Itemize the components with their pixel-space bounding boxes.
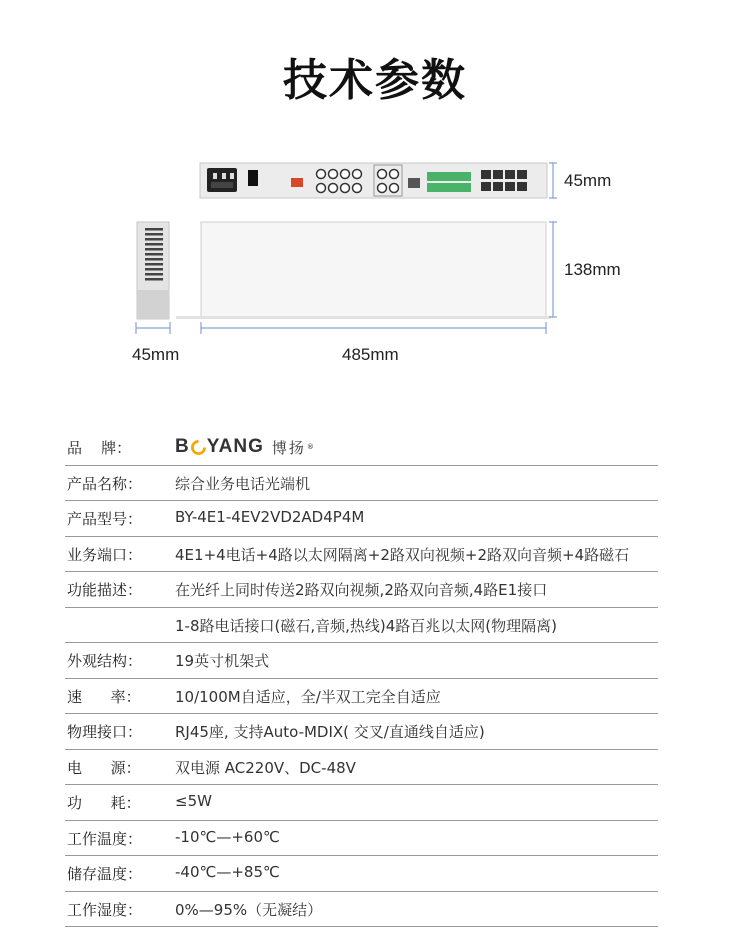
spec-value: RJ45座, 支持Auto-MDIX( 交叉/直通线自适应) <box>175 723 485 741</box>
spec-label: 业务端口： <box>67 545 143 564</box>
spec-label: 外观结构： <box>67 652 143 670</box>
spec-row <box>65 608 658 644</box>
spec-label: 工作温度： <box>67 829 143 848</box>
spec-value: -10℃—+60℃ <box>175 827 280 846</box>
spec-label: 储存温度： <box>67 865 143 883</box>
spec-row <box>65 572 658 608</box>
spec-value: 1-8路电话接口(磁石,音频,热线)4路百兆以太网(物理隔离) <box>175 616 557 635</box>
spec-value: ≤5W <box>175 792 212 810</box>
spec-value: 双电源 AC220V、DC-48V <box>175 758 356 777</box>
spec-row <box>65 466 658 502</box>
dim-front-height: 45mm <box>564 171 612 190</box>
spec-label: 功 耗： <box>67 794 141 812</box>
dim-top-depth: 138mm <box>564 260 621 279</box>
spec-table <box>65 430 658 927</box>
spec-value: -40℃—+85℃ <box>175 863 280 881</box>
spec-value: BY-4E1-4EV2VD2AD4P4M <box>175 508 365 526</box>
spec-value: 4E1+4电话+4路以太网隔离+2路双向视频+2路双向音频+4路磁石 <box>175 545 630 564</box>
spec-row <box>65 750 658 786</box>
spec-label: 速 率： <box>67 687 141 706</box>
spec-value: 在光纤上同时传送2路双向视频,2路双向音频,4路E1接口 <box>175 581 548 599</box>
spec-value: 10/100M自适应，全/半双工完全自适应 <box>175 687 441 706</box>
dim-side-width: 45mm <box>132 345 180 364</box>
page-title: 技术参数 <box>283 55 467 106</box>
spec-row <box>65 537 658 573</box>
spec-row <box>65 643 658 679</box>
spec-label: 物理接口： <box>67 723 143 741</box>
spec-row <box>65 679 658 715</box>
registered-mark: ® <box>306 443 314 451</box>
spec-row <box>65 785 658 821</box>
spec-value: 0%—95%（无凝结） <box>175 900 323 919</box>
spec-row <box>65 821 658 857</box>
spec-label: 产品名称： <box>67 474 143 493</box>
spec-label: 电 源： <box>67 758 141 777</box>
spec-label: 产品型号： <box>67 510 143 528</box>
spec-value: 19英寸机架式 <box>175 652 270 670</box>
brand-cn: 博扬 <box>271 438 306 457</box>
brand-logo-text: B YANG <box>175 436 264 457</box>
side-panel <box>137 222 169 319</box>
front-panel <box>200 163 547 198</box>
spec-value: 综合业务电话光端机 <box>175 474 311 493</box>
spec-label: 品 牌： <box>67 439 132 457</box>
spec-label: 功能描述： <box>67 581 143 599</box>
spec-row <box>65 501 658 537</box>
brand-logo <box>175 436 314 458</box>
spec-label: 工作湿度： <box>67 900 143 919</box>
spec-row <box>65 714 658 750</box>
product-drawing <box>0 0 750 400</box>
dim-front-width: 485mm <box>342 345 399 364</box>
spec-row <box>65 856 658 892</box>
spec-row <box>65 892 658 928</box>
spec-row-brand <box>65 430 658 466</box>
